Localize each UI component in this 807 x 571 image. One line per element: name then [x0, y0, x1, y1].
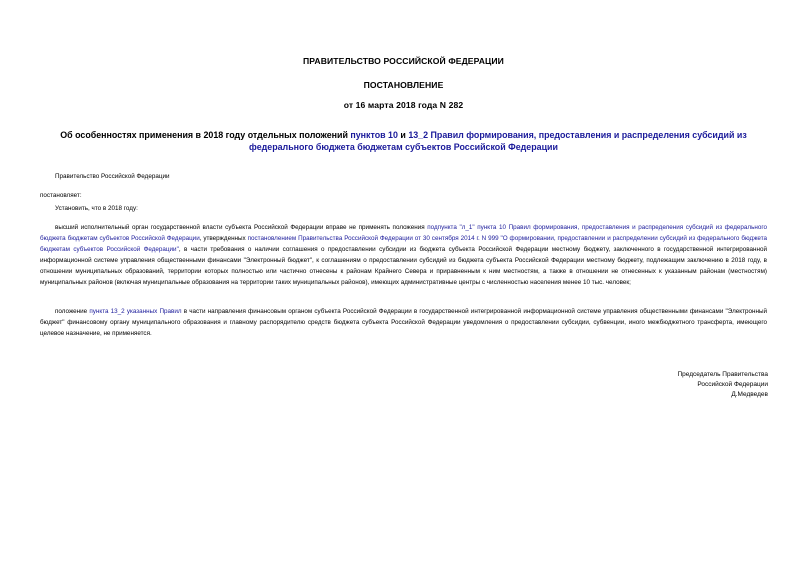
- document-title: [40, 130, 767, 153]
- paragraph-1-text-3: , в части требования о наличии соглашения о предоставлении субсидии из бюджета субъекта Российской Федерации местному бюджету, заключенного в государственной интегрированной информационной системе управления общественными финансами "Электронный бюджет", к соглашениям о предоставлении субсидий из бюджета субъекта Российской Федерации местному бюджету, подлежащим заключению в 2018 году, в отношении муниципальных образований, территории которых полностью или частично отнесены к районам Крайнего Севера и приравненным к ним местностям, а также в отношении не отнесенных к указанным районам (местностям) муниципальных районов (включая муниципальные образования на территории таких муниципальных районов), имеющих административные центры с численностью населения менее 10 тыс. человек;: [40, 245, 767, 286]
- decides-label: постановляет:: [40, 192, 82, 199]
- title-link-paragraph-13-2[interactable]: 13_2 Правил формирования, предоставления и распределения субсидий из федерального бюджета бюджетам субъектов Российской Федерации: [249, 130, 747, 152]
- paragraph-2-link-point-13-2[interactable]: пункта 13_2 указанных Правил: [89, 308, 182, 315]
- document-type-heading: ПОСТАНОВЛЕНИЕ: [363, 80, 444, 90]
- title-text-1: Об особенностях применения в 2018 году отдельных положений: [60, 130, 351, 140]
- paragraph-2-text-1: положение: [55, 308, 90, 315]
- signature-position-line-2: Российской Федерации: [697, 381, 768, 389]
- paragraph-1-link-resolution-999[interactable]: постановлением Правительства Российской Федерации от 30 сентября 2014 г. N 999 "О формировании, предоставлении и распределении субсидий из федерального бюджета бюджетам субъектов Российской Федерации": [40, 234, 768, 253]
- paragraph-1-text-1: высший исполнительный орган государственной власти субъекта Российской Федерации вправе не применять положения: [55, 224, 428, 231]
- signature-position-line-1: Председатель Правительства: [677, 371, 768, 378]
- title-link-paragraph-10[interactable]: пунктов 10: [350, 130, 398, 140]
- issuing-authority: Правительство Российской Федерации: [55, 173, 170, 180]
- paragraph-1-link-subparagraph[interactable]: подпункта "л_1" пункта 10 Правил формирования, предоставления и распределения субсидий из федерального бюджета бюджетам субъектов Российской Федерации: [40, 224, 767, 242]
- paragraph-1-text-2: , утвержденных: [199, 234, 248, 242]
- paragraph-1: [40, 223, 767, 288]
- signature-name: Д.Медведев: [731, 391, 768, 399]
- document-date-number: от 16 марта 2018 года N 282: [343, 100, 464, 110]
- paragraph-2-text-2: в части направления финансовым органом субъекта Российской Федерации в государственной интегрированной информационной системе управления общественными финансами "Электронный бюджет" финансовому органу муниципального образования и главному распорядителю средств бюджета субъекта Российской Федерации уведомления о предоставлении субсидии, субвенции, иного межбюджетного трансферта, имеющего целевое назначение, не применяется.: [40, 308, 767, 337]
- government-heading: ПРАВИТЕЛЬСТВО РОССИЙСКОЙ ФЕДЕРАЦИИ: [303, 56, 504, 66]
- title-text-2: и: [397, 130, 409, 140]
- establish-line: Установить, что в 2018 году:: [55, 205, 138, 212]
- paragraph-2: [40, 307, 767, 340]
- signature-block: [677, 370, 768, 401]
